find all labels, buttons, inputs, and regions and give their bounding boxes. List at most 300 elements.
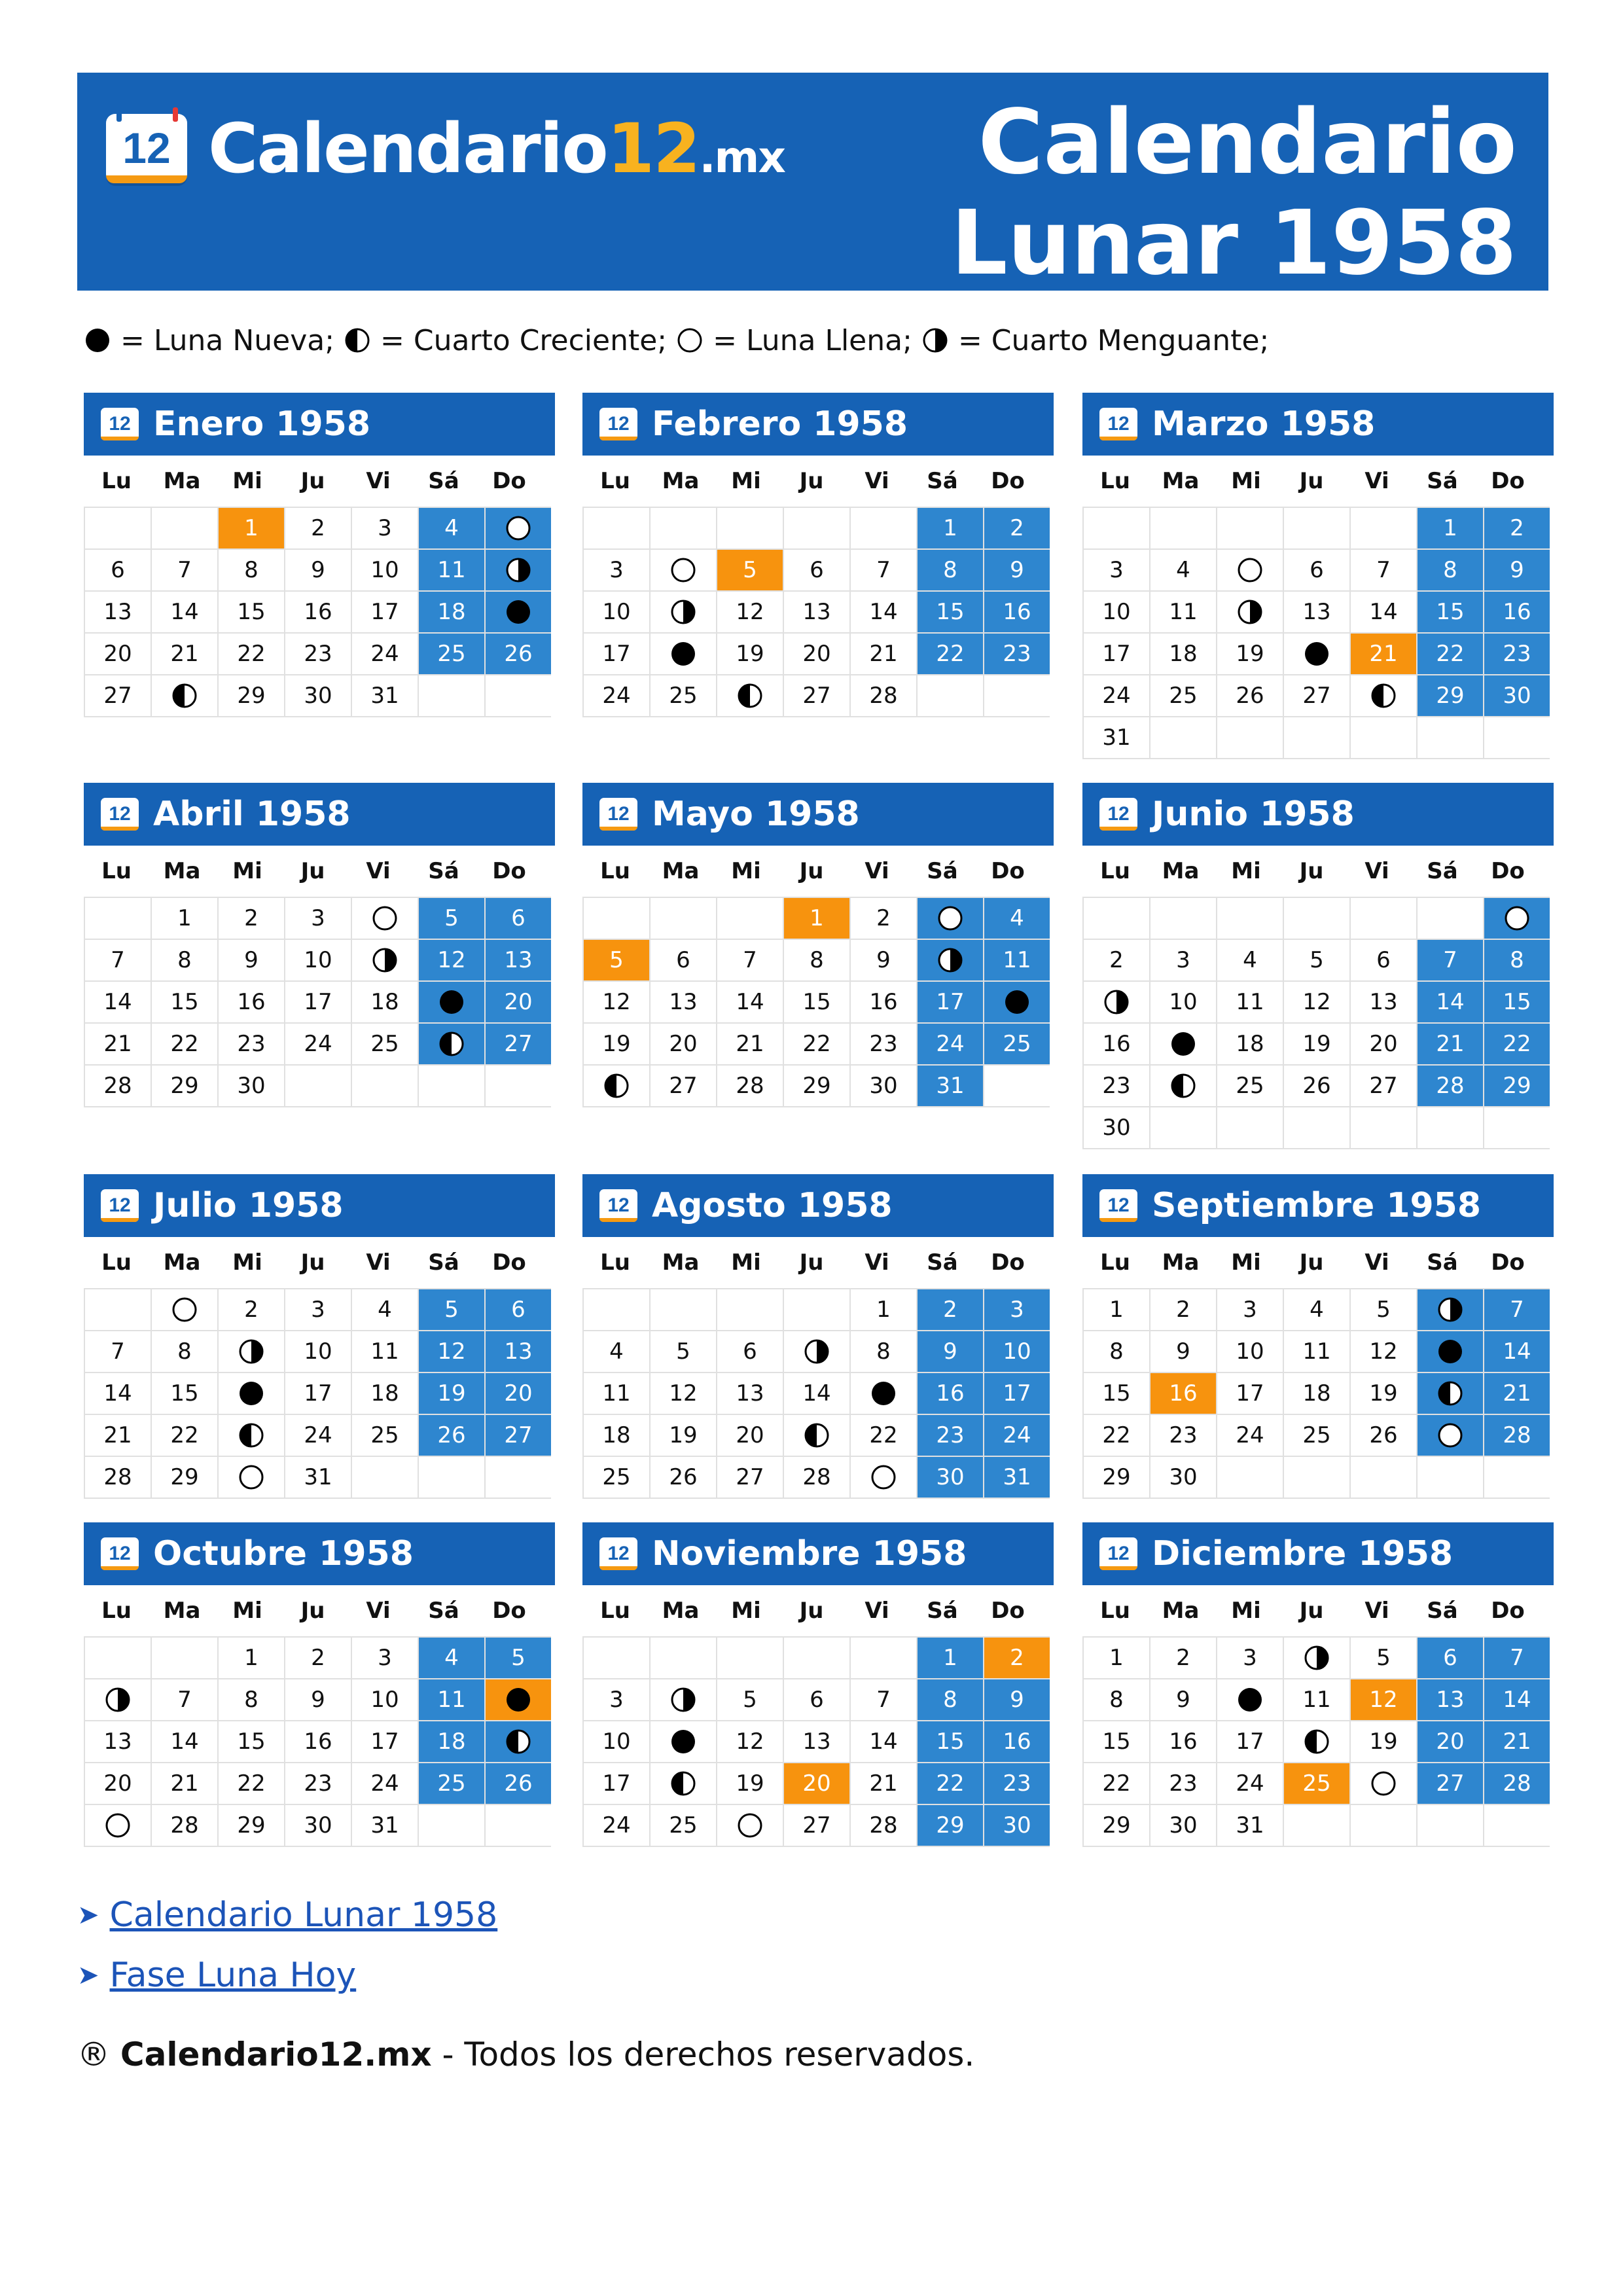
- day-cell[interactable]: 21: [851, 634, 916, 674]
- day-cell[interactable]: 15: [219, 1721, 284, 1762]
- day-cell[interactable]: 15: [152, 982, 217, 1022]
- day-cell[interactable]: 1: [784, 898, 849, 939]
- day-cell[interactable]: 13: [784, 592, 849, 632]
- day-cell[interactable]: 27: [717, 1457, 783, 1498]
- day-cell[interactable]: 21: [717, 1024, 783, 1064]
- day-cell[interactable]: 18: [352, 982, 418, 1022]
- day-cell[interactable]: 8: [1084, 1331, 1149, 1372]
- day-cell[interactable]: 8: [918, 1679, 983, 1720]
- day-cell[interactable]: 24: [584, 675, 649, 716]
- day-cell[interactable]: 12: [1351, 1331, 1416, 1372]
- day-cell[interactable]: 1: [1084, 1638, 1149, 1678]
- day-cell[interactable]: 7: [1351, 550, 1416, 590]
- day-cell[interactable]: 12: [1284, 982, 1349, 1022]
- day-cell[interactable]: 4: [984, 898, 1050, 939]
- day-cell[interactable]: [651, 592, 716, 632]
- day-cell[interactable]: [651, 634, 716, 674]
- day-cell[interactable]: 10: [584, 1721, 649, 1762]
- day-cell[interactable]: 5: [1284, 940, 1349, 980]
- day-cell[interactable]: 26: [486, 1763, 551, 1804]
- day-cell[interactable]: 7: [85, 1331, 151, 1372]
- day-cell[interactable]: 8: [152, 940, 217, 980]
- day-cell[interactable]: 22: [152, 1415, 217, 1456]
- day-cell[interactable]: 30: [851, 1066, 916, 1106]
- day-cell[interactable]: 4: [1217, 940, 1283, 980]
- day-cell[interactable]: 28: [1484, 1415, 1550, 1456]
- day-cell[interactable]: 24: [352, 1763, 418, 1804]
- day-cell[interactable]: 22: [918, 1763, 983, 1804]
- day-cell[interactable]: 18: [352, 1373, 418, 1414]
- day-cell[interactable]: 18: [419, 592, 484, 632]
- day-cell[interactable]: [717, 675, 783, 716]
- day-cell[interactable]: 2: [285, 1638, 351, 1678]
- day-cell[interactable]: [85, 1805, 151, 1846]
- day-cell[interactable]: 18: [1284, 1373, 1349, 1414]
- day-cell[interactable]: [784, 1331, 849, 1372]
- link-fase-luna-hoy[interactable]: ➤ Fase Luna Hoy: [77, 1956, 357, 1995]
- day-cell[interactable]: 24: [285, 1024, 351, 1064]
- day-cell[interactable]: 27: [486, 1024, 551, 1064]
- day-cell[interactable]: 3: [285, 1289, 351, 1330]
- day-cell[interactable]: 25: [1150, 675, 1216, 716]
- day-cell[interactable]: 31: [352, 1805, 418, 1846]
- day-cell[interactable]: 14: [717, 982, 783, 1022]
- day-cell[interactable]: [1418, 1331, 1483, 1372]
- day-cell[interactable]: 13: [486, 1331, 551, 1372]
- day-cell[interactable]: 23: [1150, 1763, 1216, 1804]
- day-cell[interactable]: 21: [1484, 1373, 1550, 1414]
- day-cell[interactable]: 19: [584, 1024, 649, 1064]
- day-cell[interactable]: 2: [285, 508, 351, 548]
- day-cell[interactable]: 10: [285, 940, 351, 980]
- day-cell[interactable]: 17: [584, 1763, 649, 1804]
- day-cell[interactable]: 8: [152, 1331, 217, 1372]
- day-cell[interactable]: 11: [419, 1679, 484, 1720]
- day-cell[interactable]: 1: [1084, 1289, 1149, 1330]
- day-cell[interactable]: 28: [851, 675, 916, 716]
- day-cell[interactable]: 17: [984, 1373, 1050, 1414]
- day-cell[interactable]: 23: [918, 1415, 983, 1456]
- day-cell[interactable]: 12: [419, 1331, 484, 1372]
- day-cell[interactable]: 20: [486, 982, 551, 1022]
- day-cell[interactable]: 23: [984, 634, 1050, 674]
- day-cell[interactable]: 8: [1084, 1679, 1149, 1720]
- day-cell[interactable]: 12: [651, 1373, 716, 1414]
- day-cell[interactable]: 27: [784, 675, 849, 716]
- day-cell[interactable]: 24: [1217, 1763, 1283, 1804]
- day-cell[interactable]: 30: [1084, 1107, 1149, 1148]
- day-cell[interactable]: 10: [584, 592, 649, 632]
- day-cell[interactable]: 19: [717, 1763, 783, 1804]
- day-cell[interactable]: 22: [918, 634, 983, 674]
- day-cell[interactable]: 30: [1150, 1805, 1216, 1846]
- day-cell[interactable]: 4: [1150, 550, 1216, 590]
- day-cell[interactable]: 8: [219, 1679, 284, 1720]
- day-cell[interactable]: [419, 982, 484, 1022]
- day-cell[interactable]: 8: [219, 550, 284, 590]
- day-cell[interactable]: 15: [918, 592, 983, 632]
- day-cell[interactable]: 9: [851, 940, 916, 980]
- day-cell[interactable]: 6: [85, 550, 151, 590]
- day-cell[interactable]: 27: [1351, 1066, 1416, 1106]
- day-cell[interactable]: 1: [1418, 508, 1483, 548]
- day-cell[interactable]: 26: [1351, 1415, 1416, 1456]
- day-cell[interactable]: 26: [651, 1457, 716, 1498]
- day-cell[interactable]: 29: [152, 1066, 217, 1106]
- day-cell[interactable]: 2: [1150, 1638, 1216, 1678]
- day-cell[interactable]: 2: [851, 898, 916, 939]
- day-cell[interactable]: 19: [419, 1373, 484, 1414]
- day-cell[interactable]: 14: [1484, 1331, 1550, 1372]
- day-cell[interactable]: 3: [1150, 940, 1216, 980]
- day-cell[interactable]: 31: [918, 1066, 983, 1106]
- day-cell[interactable]: 11: [584, 1373, 649, 1414]
- day-cell[interactable]: 13: [651, 982, 716, 1022]
- day-cell[interactable]: 3: [285, 898, 351, 939]
- day-cell[interactable]: 11: [1284, 1679, 1349, 1720]
- day-cell[interactable]: 28: [85, 1066, 151, 1106]
- day-cell[interactable]: [651, 1679, 716, 1720]
- day-cell[interactable]: [486, 1679, 551, 1720]
- day-cell[interactable]: 3: [1084, 550, 1149, 590]
- day-cell[interactable]: 23: [1150, 1415, 1216, 1456]
- day-cell[interactable]: 3: [352, 508, 418, 548]
- day-cell[interactable]: 20: [1351, 1024, 1416, 1064]
- day-cell[interactable]: 18: [1150, 634, 1216, 674]
- day-cell[interactable]: 23: [1084, 1066, 1149, 1106]
- day-cell[interactable]: 21: [851, 1763, 916, 1804]
- day-cell[interactable]: 11: [1217, 982, 1283, 1022]
- day-cell[interactable]: [1217, 550, 1283, 590]
- day-cell[interactable]: 27: [486, 1415, 551, 1456]
- day-cell[interactable]: 1: [219, 508, 284, 548]
- day-cell[interactable]: 7: [717, 940, 783, 980]
- day-cell[interactable]: [1418, 1373, 1483, 1414]
- day-cell[interactable]: 2: [984, 508, 1050, 548]
- day-cell[interactable]: 3: [984, 1289, 1050, 1330]
- day-cell[interactable]: 5: [717, 550, 783, 590]
- day-cell[interactable]: 12: [1351, 1679, 1416, 1720]
- day-cell[interactable]: 2: [1084, 940, 1149, 980]
- day-cell[interactable]: 15: [918, 1721, 983, 1762]
- day-cell[interactable]: 17: [352, 1721, 418, 1762]
- day-cell[interactable]: 25: [584, 1457, 649, 1498]
- day-cell[interactable]: 9: [1150, 1331, 1216, 1372]
- day-cell[interactable]: 20: [717, 1415, 783, 1456]
- day-cell[interactable]: 22: [219, 1763, 284, 1804]
- day-cell[interactable]: [1284, 1638, 1349, 1678]
- day-cell[interactable]: 3: [1217, 1638, 1283, 1678]
- day-cell[interactable]: 7: [1484, 1289, 1550, 1330]
- day-cell[interactable]: 6: [784, 1679, 849, 1720]
- day-cell[interactable]: 22: [784, 1024, 849, 1064]
- day-cell[interactable]: [486, 592, 551, 632]
- day-cell[interactable]: 9: [1150, 1679, 1216, 1720]
- day-cell[interactable]: 1: [219, 1638, 284, 1678]
- day-cell[interactable]: 3: [1217, 1289, 1283, 1330]
- day-cell[interactable]: 23: [285, 1763, 351, 1804]
- day-cell[interactable]: 21: [152, 1763, 217, 1804]
- day-cell[interactable]: 16: [1484, 592, 1550, 632]
- day-cell[interactable]: 17: [918, 982, 983, 1022]
- day-cell[interactable]: [85, 1679, 151, 1720]
- day-cell[interactable]: 19: [1284, 1024, 1349, 1064]
- day-cell[interactable]: [486, 508, 551, 548]
- day-cell[interactable]: 20: [486, 1373, 551, 1414]
- day-cell[interactable]: 25: [1284, 1763, 1349, 1804]
- day-cell[interactable]: 24: [352, 634, 418, 674]
- day-cell[interactable]: [1150, 1024, 1216, 1064]
- day-cell[interactable]: 12: [584, 982, 649, 1022]
- day-cell[interactable]: 10: [1217, 1331, 1283, 1372]
- day-cell[interactable]: 29: [1084, 1805, 1149, 1846]
- day-cell[interactable]: 7: [851, 1679, 916, 1720]
- day-cell[interactable]: [219, 1373, 284, 1414]
- day-cell[interactable]: 15: [152, 1373, 217, 1414]
- day-cell[interactable]: 10: [352, 550, 418, 590]
- day-cell[interactable]: [352, 940, 418, 980]
- day-cell[interactable]: 17: [285, 982, 351, 1022]
- day-cell[interactable]: 3: [352, 1638, 418, 1678]
- day-cell[interactable]: 6: [1351, 940, 1416, 980]
- day-cell[interactable]: 19: [717, 634, 783, 674]
- day-cell[interactable]: 3: [584, 1679, 649, 1720]
- day-cell[interactable]: 1: [851, 1289, 916, 1330]
- day-cell[interactable]: 22: [152, 1024, 217, 1064]
- day-cell[interactable]: [584, 1066, 649, 1106]
- day-cell[interactable]: 2: [984, 1638, 1050, 1678]
- day-cell[interactable]: [1284, 634, 1349, 674]
- day-cell[interactable]: 10: [1084, 592, 1149, 632]
- day-cell[interactable]: 25: [984, 1024, 1050, 1064]
- day-cell[interactable]: 2: [1150, 1289, 1216, 1330]
- day-cell[interactable]: 14: [851, 1721, 916, 1762]
- day-cell[interactable]: [1084, 982, 1149, 1022]
- day-cell[interactable]: 31: [1217, 1805, 1283, 1846]
- day-cell[interactable]: [219, 1415, 284, 1456]
- day-cell[interactable]: 14: [85, 1373, 151, 1414]
- day-cell[interactable]: [1418, 1289, 1483, 1330]
- day-cell[interactable]: 21: [152, 634, 217, 674]
- day-cell[interactable]: 5: [1351, 1638, 1416, 1678]
- day-cell[interactable]: 10: [984, 1331, 1050, 1372]
- day-cell[interactable]: [219, 1457, 284, 1498]
- day-cell[interactable]: 6: [651, 940, 716, 980]
- day-cell[interactable]: 25: [419, 634, 484, 674]
- day-cell[interactable]: 20: [784, 1763, 849, 1804]
- day-cell[interactable]: 14: [784, 1373, 849, 1414]
- day-cell[interactable]: 26: [1217, 675, 1283, 716]
- day-cell[interactable]: 14: [1418, 982, 1483, 1022]
- day-cell[interactable]: [1150, 1066, 1216, 1106]
- day-cell[interactable]: 13: [85, 1721, 151, 1762]
- day-cell[interactable]: 23: [851, 1024, 916, 1064]
- day-cell[interactable]: 20: [784, 634, 849, 674]
- day-cell[interactable]: 25: [419, 1763, 484, 1804]
- day-cell[interactable]: 14: [851, 592, 916, 632]
- day-cell[interactable]: 12: [419, 940, 484, 980]
- day-cell[interactable]: [152, 675, 217, 716]
- day-cell[interactable]: 30: [285, 675, 351, 716]
- day-cell[interactable]: 29: [1418, 675, 1483, 716]
- day-cell[interactable]: 18: [584, 1415, 649, 1456]
- day-cell[interactable]: 3: [584, 550, 649, 590]
- day-cell[interactable]: 4: [1284, 1289, 1349, 1330]
- day-cell[interactable]: 25: [352, 1415, 418, 1456]
- day-cell[interactable]: 31: [1084, 717, 1149, 758]
- day-cell[interactable]: 30: [1150, 1457, 1216, 1498]
- day-cell[interactable]: 21: [1484, 1721, 1550, 1762]
- day-cell[interactable]: 11: [1284, 1331, 1349, 1372]
- day-cell[interactable]: 31: [285, 1457, 351, 1498]
- day-cell[interactable]: 1: [152, 898, 217, 939]
- day-cell[interactable]: 29: [219, 675, 284, 716]
- day-cell[interactable]: 15: [1084, 1721, 1149, 1762]
- day-cell[interactable]: 6: [717, 1331, 783, 1372]
- day-cell[interactable]: 25: [352, 1024, 418, 1064]
- day-cell[interactable]: 5: [486, 1638, 551, 1678]
- day-cell[interactable]: 9: [285, 1679, 351, 1720]
- day-cell[interactable]: 24: [1084, 675, 1149, 716]
- day-cell[interactable]: 4: [352, 1289, 418, 1330]
- day-cell[interactable]: [419, 1024, 484, 1064]
- day-cell[interactable]: 17: [1217, 1373, 1283, 1414]
- day-cell[interactable]: 2: [219, 1289, 284, 1330]
- day-cell[interactable]: 29: [152, 1457, 217, 1498]
- day-cell[interactable]: 16: [285, 1721, 351, 1762]
- day-cell[interactable]: [152, 1289, 217, 1330]
- day-cell[interactable]: [486, 1721, 551, 1762]
- day-cell[interactable]: 6: [1284, 550, 1349, 590]
- day-cell[interactable]: 8: [851, 1331, 916, 1372]
- day-cell[interactable]: 16: [219, 982, 284, 1022]
- day-cell[interactable]: 4: [419, 1638, 484, 1678]
- day-cell[interactable]: [651, 550, 716, 590]
- day-cell[interactable]: 7: [1484, 1638, 1550, 1678]
- day-cell[interactable]: 9: [1484, 550, 1550, 590]
- day-cell[interactable]: 25: [651, 675, 716, 716]
- day-cell[interactable]: 29: [784, 1066, 849, 1106]
- day-cell[interactable]: 22: [851, 1415, 916, 1456]
- day-cell[interactable]: 6: [1418, 1638, 1483, 1678]
- day-cell[interactable]: [1284, 1721, 1349, 1762]
- day-cell[interactable]: 8: [1418, 550, 1483, 590]
- day-cell[interactable]: 27: [1418, 1763, 1483, 1804]
- day-cell[interactable]: [1217, 1679, 1283, 1720]
- day-cell[interactable]: 14: [1351, 592, 1416, 632]
- site-logo[interactable]: [106, 109, 785, 188]
- day-cell[interactable]: 28: [85, 1457, 151, 1498]
- day-cell[interactable]: 17: [352, 592, 418, 632]
- day-cell[interactable]: 10: [352, 1679, 418, 1720]
- day-cell[interactable]: 11: [419, 550, 484, 590]
- day-cell[interactable]: 13: [784, 1721, 849, 1762]
- day-cell[interactable]: 21: [1418, 1024, 1483, 1064]
- day-cell[interactable]: 18: [419, 1721, 484, 1762]
- day-cell[interactable]: 16: [1150, 1373, 1216, 1414]
- day-cell[interactable]: 5: [1351, 1289, 1416, 1330]
- day-cell[interactable]: [486, 550, 551, 590]
- day-cell[interactable]: 17: [584, 634, 649, 674]
- day-cell[interactable]: 25: [1284, 1415, 1349, 1456]
- day-cell[interactable]: 18: [1217, 1024, 1283, 1064]
- day-cell[interactable]: 6: [784, 550, 849, 590]
- day-cell[interactable]: 22: [1084, 1415, 1149, 1456]
- day-cell[interactable]: 5: [651, 1331, 716, 1372]
- day-cell[interactable]: 31: [352, 675, 418, 716]
- day-cell[interactable]: 15: [1084, 1373, 1149, 1414]
- day-cell[interactable]: 28: [851, 1805, 916, 1846]
- day-cell[interactable]: 15: [1484, 982, 1550, 1022]
- day-cell[interactable]: 16: [984, 592, 1050, 632]
- day-cell[interactable]: 11: [1150, 592, 1216, 632]
- day-cell[interactable]: 19: [1351, 1373, 1416, 1414]
- day-cell[interactable]: 27: [784, 1805, 849, 1846]
- day-cell[interactable]: 14: [152, 592, 217, 632]
- day-cell[interactable]: [1217, 592, 1283, 632]
- day-cell[interactable]: 25: [651, 1805, 716, 1846]
- day-cell[interactable]: 24: [1217, 1415, 1283, 1456]
- day-cell[interactable]: 2: [219, 898, 284, 939]
- day-cell[interactable]: 5: [419, 898, 484, 939]
- day-cell[interactable]: 22: [1484, 1024, 1550, 1064]
- day-cell[interactable]: 23: [984, 1763, 1050, 1804]
- day-cell[interactable]: 5: [419, 1289, 484, 1330]
- day-cell[interactable]: 25: [1217, 1066, 1283, 1106]
- day-cell[interactable]: 16: [918, 1373, 983, 1414]
- day-cell[interactable]: 12: [717, 592, 783, 632]
- day-cell[interactable]: 24: [918, 1024, 983, 1064]
- day-cell[interactable]: 4: [584, 1331, 649, 1372]
- day-cell[interactable]: 14: [1484, 1679, 1550, 1720]
- day-cell[interactable]: [984, 982, 1050, 1022]
- day-cell[interactable]: 7: [1418, 940, 1483, 980]
- day-cell[interactable]: 10: [1150, 982, 1216, 1022]
- day-cell[interactable]: 21: [1351, 634, 1416, 674]
- day-cell[interactable]: 26: [1284, 1066, 1349, 1106]
- day-cell[interactable]: 16: [1150, 1721, 1216, 1762]
- day-cell[interactable]: 9: [219, 940, 284, 980]
- day-cell[interactable]: 2: [1484, 508, 1550, 548]
- day-cell[interactable]: 30: [285, 1805, 351, 1846]
- day-cell[interactable]: [352, 898, 418, 939]
- day-cell[interactable]: 30: [984, 1805, 1050, 1846]
- day-cell[interactable]: 29: [918, 1805, 983, 1846]
- day-cell[interactable]: 11: [984, 940, 1050, 980]
- day-cell[interactable]: 22: [219, 634, 284, 674]
- day-cell[interactable]: 30: [219, 1066, 284, 1106]
- day-cell[interactable]: [918, 940, 983, 980]
- day-cell[interactable]: 13: [85, 592, 151, 632]
- day-cell[interactable]: 16: [285, 592, 351, 632]
- day-cell[interactable]: 14: [85, 982, 151, 1022]
- day-cell[interactable]: 21: [85, 1415, 151, 1456]
- day-cell[interactable]: 8: [918, 550, 983, 590]
- day-cell[interactable]: 20: [1418, 1721, 1483, 1762]
- day-cell[interactable]: 15: [1418, 592, 1483, 632]
- day-cell[interactable]: 9: [984, 550, 1050, 590]
- day-cell[interactable]: 28: [784, 1457, 849, 1498]
- day-cell[interactable]: [851, 1373, 916, 1414]
- day-cell[interactable]: 11: [352, 1331, 418, 1372]
- day-cell[interactable]: 9: [285, 550, 351, 590]
- day-cell[interactable]: [1351, 1763, 1416, 1804]
- day-cell[interactable]: 16: [851, 982, 916, 1022]
- day-cell[interactable]: 5: [717, 1679, 783, 1720]
- day-cell[interactable]: 19: [1351, 1721, 1416, 1762]
- day-cell[interactable]: 26: [419, 1415, 484, 1456]
- day-cell[interactable]: [651, 1721, 716, 1762]
